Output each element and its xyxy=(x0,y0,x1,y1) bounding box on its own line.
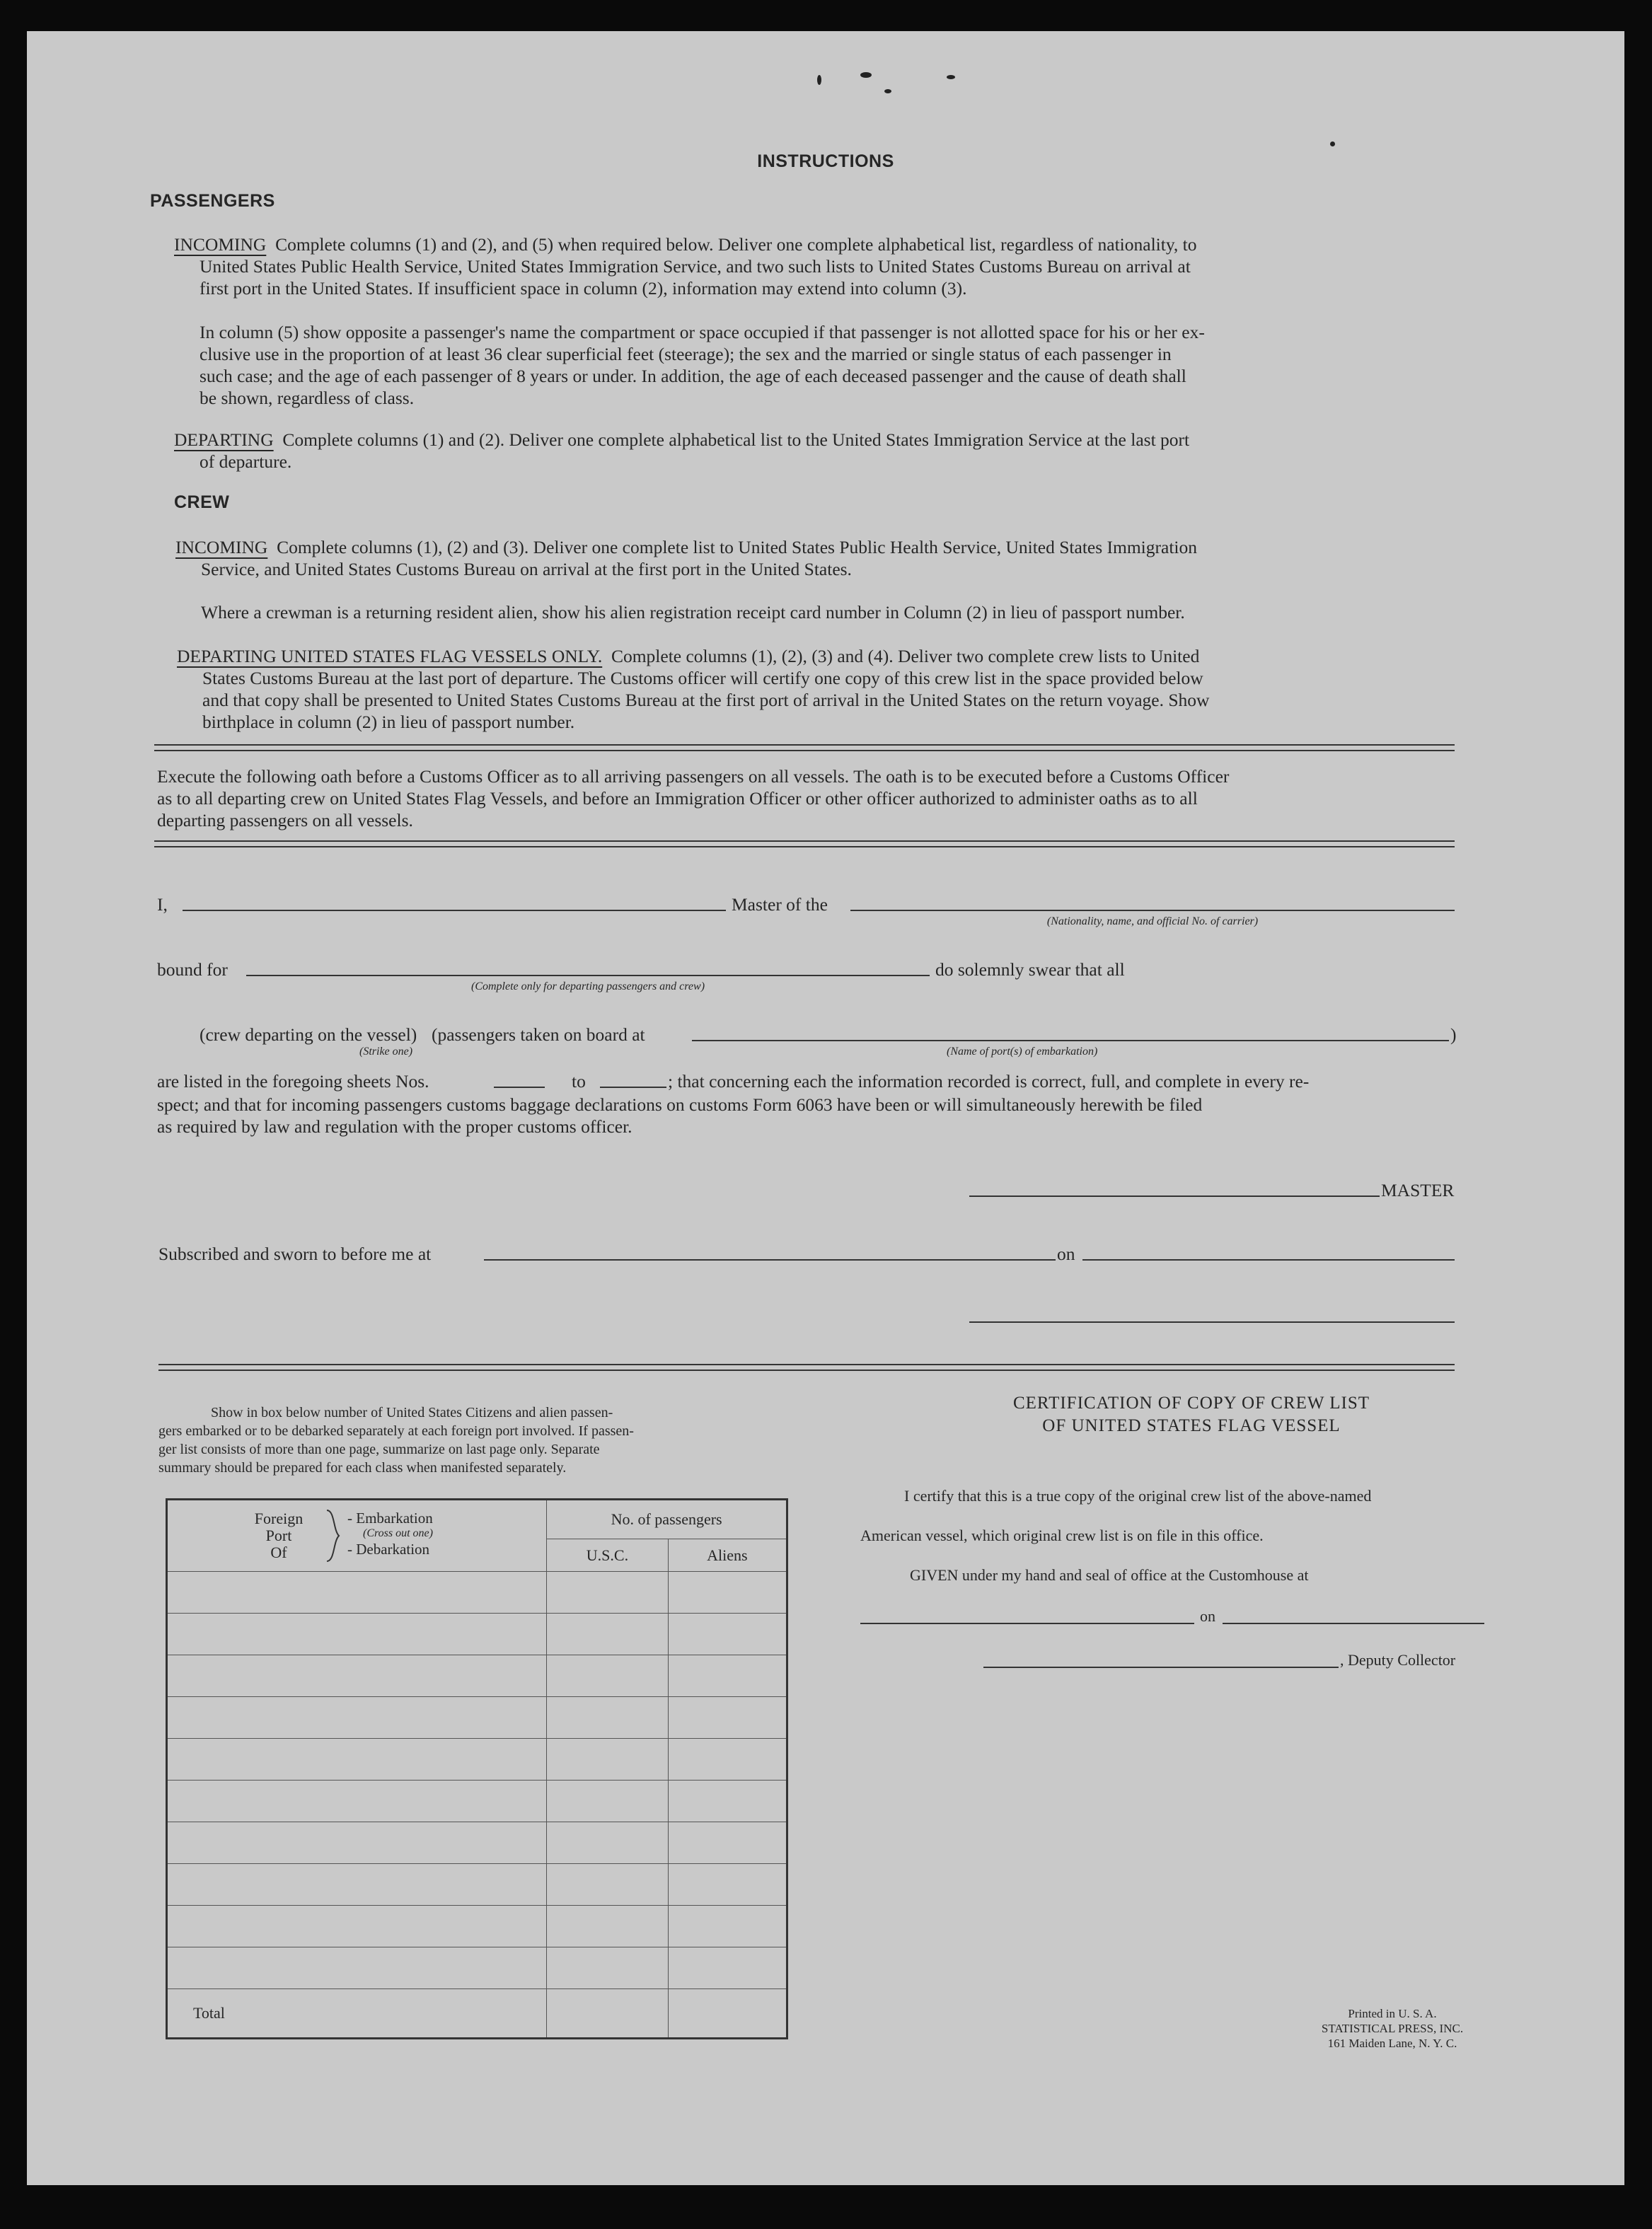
column5-text: be shown, regardless of class. xyxy=(200,388,415,408)
debarkation-option: - Debarkation xyxy=(347,1541,430,1558)
printer-imprint xyxy=(1244,2006,1541,2051)
column5-text: In column (5) show opposite a passenger's name the compartment or space occupied if that passenger is not allotted space for his or her ex- xyxy=(200,322,1205,342)
usc-cell[interactable] xyxy=(547,1697,668,1739)
aliens-total-cell[interactable] xyxy=(668,1989,787,2039)
aliens-header: Aliens xyxy=(668,1539,787,1572)
embarkation-ports-field[interactable] xyxy=(692,1040,1449,1041)
usc-cell[interactable] xyxy=(547,1947,668,1989)
passengers-incoming-text: United States Public Health Service, United States Immigration Service, and two such lists to United States Customs Bureau on arrival at xyxy=(200,256,1191,277)
strike-caption: (Strike one) xyxy=(359,1046,413,1058)
certification-title-line: OF UNITED STATES FLAG VESSEL xyxy=(1042,1416,1341,1435)
printer-line: 161 Maiden Lane, N. Y. C. xyxy=(1327,2037,1457,2050)
crew-incoming-text: Service, and United States Customs Bureau on arrival at the first port in the United States. xyxy=(201,559,852,579)
cert-on-label: on xyxy=(1200,1607,1215,1625)
port-cell[interactable] xyxy=(167,1655,547,1697)
ink-speck xyxy=(817,75,821,85)
crew-incoming-block xyxy=(175,536,1455,580)
passengers-departing-label: DEPARTING xyxy=(174,429,274,450)
usc-cell[interactable] xyxy=(547,1781,668,1822)
total-label: Total xyxy=(167,1989,547,2039)
usc-cell[interactable] xyxy=(547,1864,668,1906)
printer-line: Printed in U. S. A. xyxy=(1348,2007,1437,2020)
usc-cell[interactable] xyxy=(547,1822,668,1864)
summary-line: gers embarked or to be debarked separately at each foreign port involved. If passen- xyxy=(158,1423,634,1439)
certify-line: I certify that this is a true copy of the original crew list of the above-named xyxy=(904,1487,1372,1505)
port-label: Port xyxy=(265,1527,292,1544)
aliens-cell[interactable] xyxy=(668,1572,787,1614)
listed-continuation xyxy=(157,1094,1455,1137)
cross-out-caption: (Cross out one) xyxy=(363,1527,433,1539)
aliens-cell[interactable] xyxy=(668,1947,787,1989)
sheet-to-field[interactable] xyxy=(600,1087,666,1088)
certify-line: American vessel, which original crew list is on file in this office. xyxy=(860,1527,1264,1544)
sworn-on-label: on xyxy=(1057,1244,1075,1264)
section-divider xyxy=(154,744,1455,751)
master-label: MASTER xyxy=(1381,1180,1455,1200)
port-cell[interactable] xyxy=(167,1697,547,1739)
section-divider xyxy=(154,840,1455,847)
crew-incoming-label: INCOMING xyxy=(175,537,268,557)
swear-label: do solemnly swear that all xyxy=(935,959,1125,980)
foreign-label: Foreign xyxy=(254,1510,304,1527)
listed-to-label: to xyxy=(572,1071,586,1092)
carrier-caption: (Nationality, name, and official No. of carrier) xyxy=(1046,915,1259,927)
bound-for-caption: (Complete only for departing passengers and crew) xyxy=(470,980,705,992)
aliens-cell[interactable] xyxy=(668,1906,787,1947)
master-signature-field[interactable] xyxy=(969,1195,1380,1197)
customhouse-field[interactable] xyxy=(860,1623,1194,1624)
summary-line: Show in box below number of United States Citizens and alien passen- xyxy=(211,1405,613,1420)
passengers-incoming-label: INCOMING xyxy=(174,234,267,255)
deputy-signature-field[interactable] xyxy=(983,1667,1339,1668)
ports-caption: (Name of port(s) of embarkation) xyxy=(947,1046,1098,1058)
deputy-collector-label: , Deputy Collector xyxy=(1340,1651,1456,1669)
crew-departing-label: DEPARTING UNITED STATES FLAG VESSELS ONLY. xyxy=(177,646,603,666)
column5-text: such case; and the age of each passenger of 8 years or under. In addition, the age of each deceased passenger and the cause of death shall xyxy=(200,366,1186,386)
crew-alien-note: Where a crewman is a returning resident alien, show his alien registration receipt card number in Column (2) in lieu of passport number. xyxy=(201,602,1185,623)
column5-text: clusive use in the proportion of at least 36 clear superficial feet (steerage); the sex and the married or single status of each passenger in xyxy=(200,344,1172,364)
usc-cell[interactable] xyxy=(547,1614,668,1655)
aliens-cell[interactable] xyxy=(668,1697,787,1739)
form-sheet xyxy=(27,31,1624,2185)
aliens-cell[interactable] xyxy=(668,1614,787,1655)
master-name-field[interactable] xyxy=(183,910,726,911)
certification-title-line: CERTIFICATION OF COPY OF CREW LIST xyxy=(1012,1394,1370,1413)
aliens-cell[interactable] xyxy=(668,1655,787,1697)
no-passengers-header: No. of passengers xyxy=(547,1500,787,1539)
crew-departing-option: (crew departing on the vessel) xyxy=(200,1024,417,1045)
crew-departing-text: States Customs Bureau at the last port of departure. The Customs officer will certify one copy of this crew list in the space provided below xyxy=(202,668,1203,688)
certification-title xyxy=(886,1392,1497,1437)
ink-speck xyxy=(1330,141,1335,146)
aliens-cell[interactable] xyxy=(668,1781,787,1822)
port-header-cell xyxy=(167,1500,547,1572)
passengers-departing-text: of departure. xyxy=(200,451,292,472)
oath-instructions xyxy=(157,765,1455,831)
sworn-place-field[interactable] xyxy=(484,1259,1056,1261)
oath-instructions-line: departing passengers on all vessels. xyxy=(157,810,413,830)
listed-label: are listed in the foregoing sheets Nos. xyxy=(157,1071,429,1092)
passengers-incoming-text: first port in the United States. If insufficient space in column (2), information may extend into column (3). xyxy=(200,278,967,299)
crew-heading: CREW xyxy=(174,492,230,512)
oath-instructions-line: Execute the following oath before a Customs Officer as to all arriving passengers on all vessels. The oath is to be executed before a Customs Officer xyxy=(157,766,1230,787)
port-cell[interactable] xyxy=(167,1906,547,1947)
cert-date-field[interactable] xyxy=(1223,1623,1484,1624)
bound-for-label: bound for xyxy=(157,959,228,980)
embarkation-option: - Embarkation xyxy=(347,1510,433,1527)
usc-cell[interactable] xyxy=(547,1655,668,1697)
crew-departing-text: Complete columns (1), (2), (3) and (4). Deliver two complete crew lists to United xyxy=(611,646,1200,666)
listed-text: ; that concerning each the information recorded is correct, full, and complete in every re- xyxy=(668,1071,1310,1092)
passengers-heading: PASSENGERS xyxy=(150,191,275,211)
ink-speck xyxy=(947,75,955,79)
aliens-cell[interactable] xyxy=(668,1739,787,1781)
oath-instructions-line: as to all departing crew on United States Flag Vessels, and before an Immigration Officer or other officer authorized to administer oaths as to all xyxy=(157,788,1198,809)
aliens-cell[interactable] xyxy=(668,1864,787,1906)
usc-cell[interactable] xyxy=(547,1572,668,1614)
usc-cell[interactable] xyxy=(547,1906,668,1947)
close-paren: ) xyxy=(1450,1024,1457,1045)
usc-header: U.S.C. xyxy=(547,1539,668,1572)
port-cell[interactable] xyxy=(167,1614,547,1655)
ink-speck xyxy=(860,72,872,78)
crew-incoming-text: Complete columns (1), (2) and (3). Deliver one complete list to United States Public Health Service, United States Immigration xyxy=(277,537,1197,557)
port-cell[interactable] xyxy=(167,1739,547,1781)
passengers-incoming-text: Complete columns (1) and (2), and (5) when required below. Deliver one complete alphabetical list, regardless of nationality, to xyxy=(275,234,1197,255)
passengers-column5-block xyxy=(200,321,1455,409)
section-divider xyxy=(158,1364,1455,1371)
crew-departing-text: birthplace in column (2) in lieu of passport number. xyxy=(202,712,575,732)
ink-speck xyxy=(884,89,891,93)
summary-line: ger list consists of more than one page, summarize on last page only. Separate xyxy=(158,1442,600,1457)
oath-i-label: I, xyxy=(157,894,168,915)
sworn-date-field[interactable] xyxy=(1082,1259,1455,1261)
passengers-departing-text: Complete columns (1) and (2). Deliver one complete alphabetical list to the United States Immigration Service at the last port xyxy=(282,429,1190,450)
passengers-departing-block xyxy=(174,429,1455,473)
listed-line: spect; and that for incoming passengers customs baggage declarations on customs Form 6063 have been or will simultaneously herewith be filed xyxy=(157,1094,1203,1115)
summary-instructions xyxy=(158,1403,781,1477)
passengers-taken-option: (passengers taken on board at xyxy=(432,1024,645,1045)
summary-line: summary should be prepared for each class when manifested separately. xyxy=(158,1460,567,1476)
carrier-field[interactable] xyxy=(850,910,1455,911)
subscribed-label: Subscribed and sworn to before me at xyxy=(158,1244,432,1264)
passenger-summary-table xyxy=(166,1498,788,2039)
port-cell[interactable] xyxy=(167,1864,547,1906)
brace-icon xyxy=(325,1509,342,1563)
printer-line: STATISTICAL PRESS, INC. xyxy=(1321,2022,1464,2035)
port-cell[interactable] xyxy=(167,1781,547,1822)
port-cell[interactable] xyxy=(167,1572,547,1614)
master-of-label: Master of the xyxy=(732,894,828,915)
crew-departing-text: and that copy shall be presented to United States Customs Bureau at the first port of arrival in the United States on the return voyage. Show xyxy=(202,690,1210,710)
sheet-from-field[interactable] xyxy=(494,1087,545,1088)
page-title: INSTRUCTIONS xyxy=(757,151,894,171)
usc-total-cell[interactable] xyxy=(547,1989,668,2039)
listed-line: as required by law and regulation with the proper customs officer. xyxy=(157,1116,633,1137)
given-line: GIVEN under my hand and seal of office at the Customhouse at xyxy=(910,1566,1309,1584)
bound-for-field[interactable] xyxy=(246,975,930,976)
officer-signature-field[interactable] xyxy=(969,1321,1455,1323)
crew-departing-block xyxy=(177,645,1455,733)
aliens-cell[interactable] xyxy=(668,1822,787,1864)
of-label: Of xyxy=(270,1544,287,1561)
port-cell[interactable] xyxy=(167,1947,547,1989)
port-cell[interactable] xyxy=(167,1822,547,1864)
passengers-incoming-block xyxy=(174,233,1455,299)
usc-cell[interactable] xyxy=(547,1739,668,1781)
